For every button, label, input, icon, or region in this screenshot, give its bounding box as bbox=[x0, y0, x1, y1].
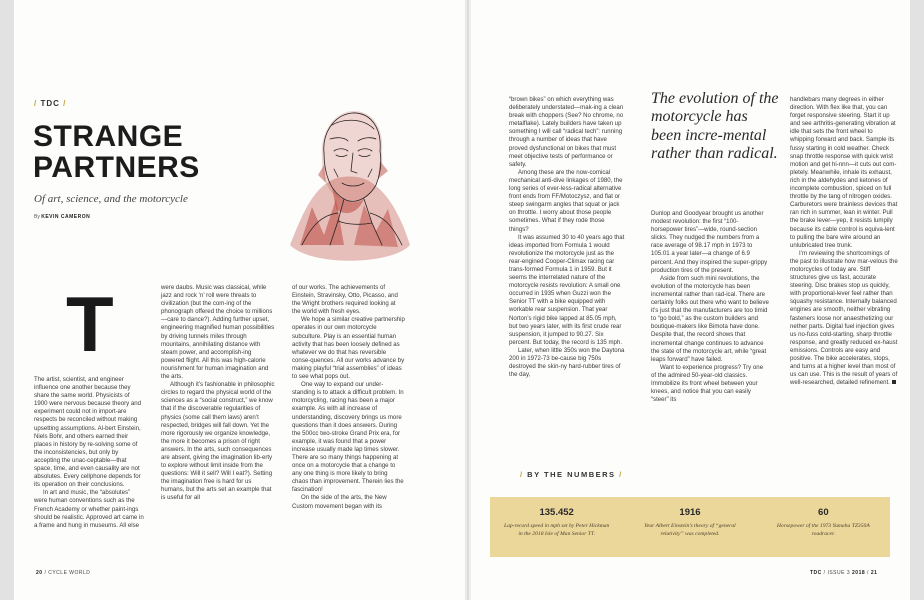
article-column-5 bbox=[651, 210, 769, 404]
left-page-number: 20 bbox=[36, 570, 43, 576]
spine-gutter bbox=[465, 0, 471, 600]
article-subtitle: Of art, science, and the motorcycle bbox=[34, 193, 188, 205]
byline bbox=[34, 214, 90, 220]
stat-caption: Year Albert Einstein’s theory of “general relativity” was completed. bbox=[644, 523, 736, 537]
paragraph: Want to experience progress? Try one of the admired 50-year-old classics. Immobilize its front wheel between your knees, and notice that you can easily “steer” its bbox=[651, 363, 764, 404]
article-column-1 bbox=[34, 376, 144, 530]
paragraph: handlebars many degrees in either direction. With flex like that, you can forget responsive steering. Start it up and see arthritis-generating vibration at idle that sets the front wheel to whipping forward and back. Sample its fussy starting in cold weather. Check snap throttle response with quick wrist motion and get hi-nnn—it cuts out com-pletely. Meanwhile, inhale its exhaust, rich in the aldehydes and ketones of incomplete combustion, spiced on full throttle by the tang of nitrogen oxides. Carburetors were brainless devices that ran rich in summer, lean in winter. Pull the brake lever—yep, it resists lumpily because its cable control is equiva-lent to pulling the bare wire around an unlubricated tree trunk. bbox=[790, 96, 898, 249]
paragraph: Although it’s fashionable in philosophic circles to regard the physical world of the sciences as a “social construct,” we know that if the discoverable regularities of physics (some call them laws) aren’t respected, bridges will fall down. Yet the more rigorously we organize knowledge, the more it becomes a prison of right answers. In the arts, such consequences are absent, giving the imagination lib-erty to explore without limit inside from the questions: Will it sell? Will I eat?). Setting the imagination free is hard for us humans, but the arts set an example that is useful for all bbox=[161, 381, 275, 502]
paragraph: The artist, scientist, and engineer influence one another because they share the same world. Physicists of 1900 were nervous because theory and experiment could not in import-are respects be reconciled without making upsetting assumptions. Al-bert Einstein, Niels Bohr, and others earned their places in history by re-solving some of the inconsistencies, but only by accepting the unac-ceptable—that space, time, and even causality are not absolutes. Every cellphone depends for its operation on their conclusions. bbox=[34, 376, 142, 489]
by-the-numbers-panel bbox=[490, 497, 890, 557]
stat-caption: Horsepower of the 1973 Yamaha TZ350A roadracer. bbox=[776, 523, 870, 537]
article-column-4 bbox=[509, 96, 625, 379]
paragraph: Dunlop and Goodyear brought us another modest revolution: the first “100-horsepower tires”—wide, round-section slicks. They nudged the numbers from a race average of 98.17 mph in 1973 to 105.01 a year later—a change of 6.9 percent. And they inspired the super-grippy production tires of the present. bbox=[651, 210, 768, 274]
byline-author: KEVIN CAMERON bbox=[41, 214, 91, 220]
article-column-2 bbox=[161, 284, 275, 503]
paragraph: of our works. The achievements of Einstein, Stravinsky, Otto, Picasso, and the Wright brothers required looking at the world with fresh eyes. bbox=[292, 284, 398, 316]
left-folio: 20 / CYCLE WORLD bbox=[36, 570, 91, 576]
paragraph: Among these are the now-comical mechanical anti-dive linkages of 1980, the long series of ever-less-radical alternative front ends from FF/Motoczysz, and flat or steep swingarm angles that squat or jack on throttle. I worry about those people sometimes. What if they rode those things? bbox=[509, 168, 623, 233]
stat-value: 60 bbox=[818, 507, 829, 518]
paragraph: were daubs. Music was classical, while jazz and rock ’n’ roll were threats to civilization (but the com-ing of the phonograph offered the choice to millions—care to dance?). Adding further upset, engineering magnified human possibilities by driving tunnels miles through mountains, annihilating distance with steam power, and accomplish-ing powered flight. All this was high-calorie nourishment for human imagination and the arts. bbox=[161, 284, 275, 381]
publication-name: CYCLE WORLD bbox=[48, 570, 91, 576]
right-folio: TDC / ISSUE 3 2018 / 21 bbox=[810, 570, 878, 576]
pull-quote: The evolution of the motorcycle has been incre-mental rather than radical. bbox=[651, 90, 779, 163]
end-mark-icon bbox=[892, 380, 896, 384]
by-the-numbers-heading: / BY THE NUMBERS / bbox=[520, 470, 623, 479]
paragraph: On the side of the arts, the New Custom movement began with its bbox=[292, 494, 387, 510]
paragraph: “brown bikes” on which everything was deliberately understated—mak-ing a clean break with choppers (See? No chrome, no metalflake). Lately builders have taken up something I will call “radical tech”: running through a number of ideas that have proved dysfunctional on bikes that must meet objective tests of performance or safety. bbox=[509, 96, 624, 168]
paragraph: In art and music, the “absolutes” were human conventions such as the French Academy or whether paint-ings should be realistic. Approved art came in a frame and hung in museums. All else bbox=[34, 489, 144, 529]
paragraph: We hope a similar creative partnership operates in our own motorcycle subculture. Play is an essential human activity that has been loosely defined as whatever we do that has reversible conse-quences. All our works advance by making playful “trial assemblies” of ideas to see what pops out. bbox=[292, 316, 405, 381]
paragraph-text: I’m reviewing the shortcomings of the past to illustrate how mar-velous the motorcycles of today are. Stiff structures give us fast, accurate steering. Disc brakes stop us quickly, with proportional-lever feel rather than squashy resistance. Internally balanced engines are smooth, neither vibrating fasteners loose nor anaesthetizing our nether parts. Digital fuel injection gives us no-fuss cold-starting, sharp throttle response, and greatly reduced ex-haust emissions. Controls are easy and positive. The bike accelerates, stops, and turns at a higher level than most of us can use. This is the result of years of well-researched, detailed refinement. bbox=[790, 249, 898, 387]
issue-label: ISSUE 3 bbox=[827, 570, 851, 576]
author-portrait-illustration bbox=[272, 95, 422, 273]
stat-item bbox=[623, 497, 756, 557]
stat-item bbox=[490, 497, 623, 557]
stat-item bbox=[757, 497, 890, 557]
byline-prefix: By bbox=[34, 214, 40, 220]
paragraph: Later, when little 350s won the Daytona 200 in 1972-73 be-cause big 750s destroyed the skin-ny hard-rubber tires of the day, bbox=[509, 346, 625, 379]
stat-caption: Lap-record speed in mph set by Peter Hickman in the 2018 Isle of Man Senior TT. bbox=[503, 523, 610, 537]
paragraph: It was assumed 30 to 40 years ago that ideas imported from Formula 1 would revolutionize the motorcycle just as the rear-engined Cooper-Climax racing car trans-formed Formula 1 in 1959. But it seems the interrelated nature of the motorcycle resists revolution: A small one occurred in 1935 when Guzzi won the Senior TT with a bike equipped with workable rear suspension. That year Norton’s rigid bike lapped at 85.05 mph, but two years later, with its first crude rear suspension, it jumped to 90.27. Six percent. But today, the record is 135 mph. bbox=[509, 233, 625, 346]
drop-cap: T bbox=[66, 280, 114, 368]
article-column-6 bbox=[790, 96, 898, 387]
article-column-3 bbox=[292, 284, 405, 511]
section-kicker: / TDC / bbox=[34, 99, 67, 108]
stat-value: 135.452 bbox=[539, 507, 574, 518]
article-title: STRANGE PARTNERS bbox=[33, 120, 200, 184]
stat-value: 1916 bbox=[679, 507, 701, 518]
by-the-numbers-label: BY THE NUMBERS bbox=[527, 470, 616, 479]
paragraph: One way to expand our under-standing is to attack a difficult problem. In motorcycling, racing has been a major example. As with all increase of understanding, discovery brings us more questions than it does answers. During the 500cc two-stroke Grand Prix era, for example, it was found that a power increase usually made lap times slower. There are so many things happening at once on a motorcycle that a change to any one thing is more likely to bring chaos than improvement. Therein lies the fascination! bbox=[292, 381, 404, 494]
paragraph bbox=[790, 250, 898, 388]
issue-year: 2018 bbox=[852, 570, 866, 576]
right-page-number: 21 bbox=[870, 570, 878, 576]
kicker-label: TDC bbox=[40, 99, 60, 108]
section-name: TDC bbox=[810, 570, 822, 576]
paragraph: Aside from such mini revolutions, the evolution of the motorcycle has been incremental rather than rad-ical. There are certainly folks out there who want to believe it’s just that the manufacturers are too timid to “go bold,” as the custom builders and boutique-makers like Bimota have done. Despite that, the record shows that incremental change continues to advance the state of the motorcycle art, while “great leaps forward” have failed. bbox=[651, 274, 769, 363]
